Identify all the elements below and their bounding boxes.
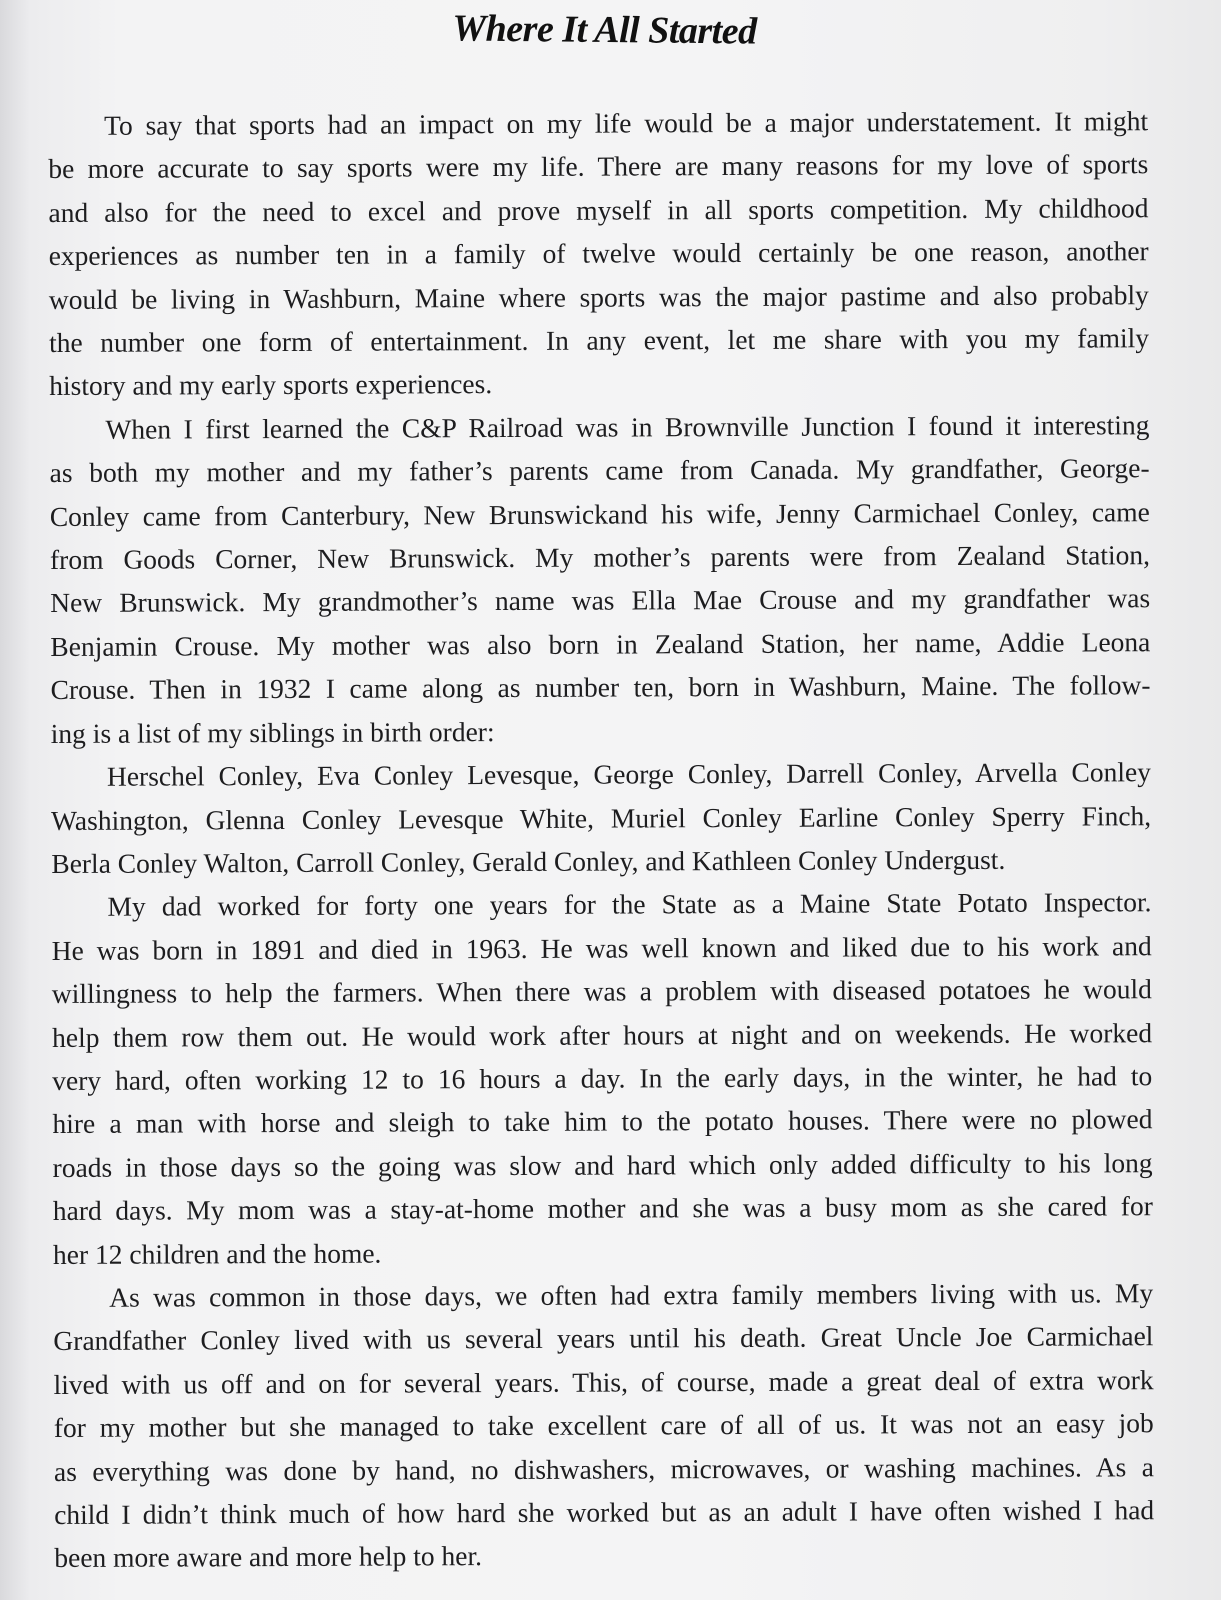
text-line: help them row them out. He would work after hours at night and on weekends. He worked [52,1016,1153,1053]
text-line: her 12 children and the home. [52,1237,382,1270]
text-line: As was common in those days, we often had extra family members living with us. My [109,1277,1154,1313]
paragraph [51,881,1153,1276]
text-line: would be living in Washburn, Maine where sports was the major pastime and also probably [48,278,1149,315]
text-line: experiences as number ten in a family of twelve would certainly be one reason, another [48,235,1149,272]
text-line: Herschel Conley, Eva Conley Levesque, George Conley, Darrell Conley, Arvella Conley [106,756,1151,792]
text-line: hire a man with horse and sleigh to take him to the potato houses. There were no plowed [52,1103,1153,1140]
text-line: for my mother but she managed to take excellent care of all of us. It was not an easy job [53,1407,1154,1444]
text-line: the number one form of entertainment. In any event, let me share with you my family [48,322,1150,359]
text-line: New Brunswick. My grandmother’s name was Ella Mae Crouse and my grandfather was [50,582,1151,619]
text-line: Grandfather Conley lived with us several years until his death. Great Uncle Joe Carmichael [53,1320,1154,1357]
text-line: hard days. My mom was a stay-at-home mother and she was a busy mom as she cared for [52,1190,1153,1227]
paragraph [53,1271,1154,1580]
text-line: as both my mother and my father’s parents came from Canada. My grandfather, George- [49,452,1150,489]
text-line: To say that sports had an impact on my life would be a major understatement. It might [104,105,1149,141]
chapter-body [48,99,1154,1580]
text-line: He was born in 1891 and died in 1963. He was well known and liked due to his work and [51,929,1152,966]
text-line: lived with us off and on for several years. This, of course, made a great deal of extra work [53,1363,1154,1400]
text-line: be more accurate to say sports were my life. There are many reasons for my love of sports [48,148,1149,185]
text-line: When I first learned the C&P Railroad was in Brownville Junction I found it interesting [105,409,1150,445]
chapter-title: Where It All Started [452,7,757,53]
text-line: and also for the need to excel and prove myself in all sports competition. My childhood [48,192,1149,228]
text-line: Washington, Glenna Conley Levesque White, Muriel Conley Earline Conley Sperry Finch, [51,799,1152,836]
text-line: Crouse. Then in 1932 I came along as number ten, born in Washburn, Maine. The follow- [50,669,1151,706]
paragraph [48,99,1149,408]
text-line: history and my early sports experiences. [49,368,493,402]
paragraph [51,750,1152,885]
text-line: roads in those days so the going was slow and hard which only added difficulty to his long [52,1146,1153,1183]
text-line: been more aware and more help to her. [54,1540,483,1574]
text-line: very hard, often working 12 to 16 hours a day. In the early days, in the winter, he had to [52,1060,1153,1096]
text-line: from Goods Corner, New Brunswick. My mother’s parents were from Zealand Station, [49,539,1151,576]
text-line: ing is a list of my siblings in birth order: [50,715,495,749]
text-line: willingness to help the farmers. When there was a problem with diseased potatoes he would [51,973,1152,1010]
text-line: as everything was done by hand, no dishwashers, microwaves, or washing machines. As a [53,1450,1155,1487]
text-line: Conley came from Canterbury, New Brunswickand his wife, Jenny Carmichael Conley, came [49,495,1150,532]
text-line: Berla Conley Walton, Carroll Conley, Gerald Conley, and Kathleen Conley Undergust. [51,843,1006,879]
text-line: My dad worked for forty one years for the State as a Maine State Potato Inspector. [107,886,1152,923]
text-line: child I didn’t think much of how hard she worked but as an adult I have often wished I had [54,1494,1155,1530]
paragraph [49,403,1151,755]
text-line: Benjamin Crouse. My mother was also born in Zealand Station, her name, Addie Leona [50,626,1151,662]
